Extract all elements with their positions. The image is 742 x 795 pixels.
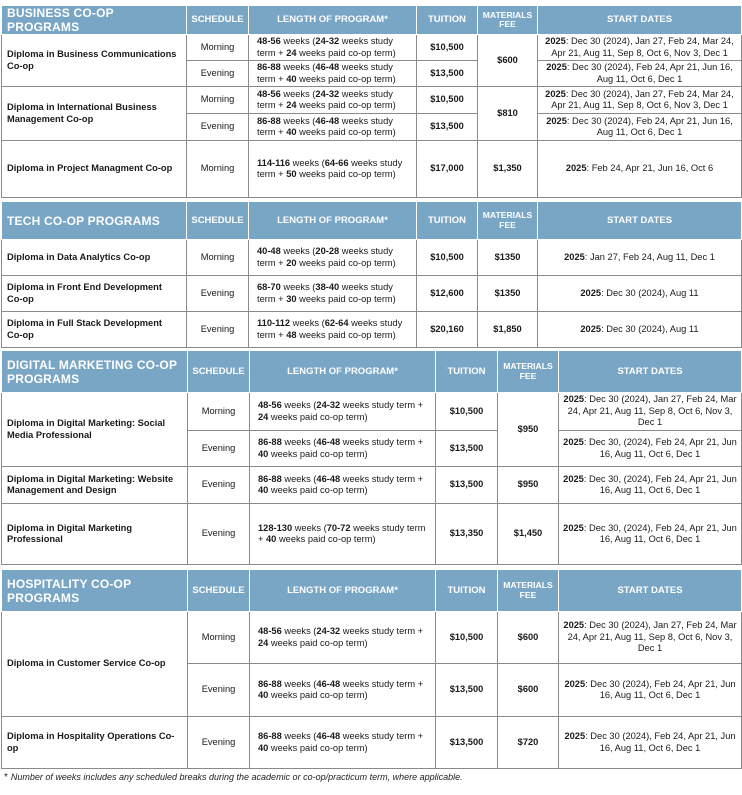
start-dates-cell: 2025: Dec 30 (2024), Feb 24, Apr 21, Jun 16, Aug 11, Oct 6, Dec 1 [559, 664, 742, 717]
table-row [2, 240, 742, 276]
start-dates-cell: 2025: Dec 30 (2024), Feb 24, Apr 21, Jun 16, Aug 11, Oct 6, Dec 1 [538, 114, 742, 141]
tuition-cell: $10,500 [417, 87, 478, 114]
schedule-cell: Evening [187, 61, 249, 87]
materials-fee-header: MATERIALS FEE [498, 351, 559, 393]
start-dates-cell: 2025: Jan 27, Feb 24, Aug 11, Dec 1 [538, 240, 742, 276]
schedule-cell: Morning [188, 612, 250, 664]
table-row [2, 467, 742, 504]
materials-fee-cell: $950 [498, 393, 559, 467]
program-name: Diploma in International Business Management Co-op [2, 87, 187, 141]
schedule-cell: Evening [188, 504, 250, 565]
business-programs-table [1, 5, 742, 198]
length-header: LENGTH OF PROGRAM* [250, 351, 436, 393]
program-name: Diploma in Business Communications Co-op [2, 35, 187, 87]
schedule-cell: Evening [188, 664, 250, 717]
materials-fee-cell: $1350 [478, 240, 538, 276]
schedule-cell: Evening [188, 431, 250, 467]
tuition-cell: $10,500 [436, 612, 498, 664]
tuition-cell: $10,500 [436, 393, 498, 431]
materials-fee-cell: $600 [498, 664, 559, 717]
program-name: Diploma in Project Managment Co-op [2, 141, 187, 198]
materials-fee-header: MATERIALS FEE [478, 202, 538, 240]
materials-fee-cell: $600 [478, 35, 538, 87]
tuition-cell: $20,160 [417, 312, 478, 348]
schedule-cell: Evening [187, 276, 249, 312]
tuition-cell: $13,500 [436, 467, 498, 504]
tuition-cell: $10,500 [417, 240, 478, 276]
tuition-cell: $13,500 [436, 717, 498, 769]
length-cell: 86-88 weeks (46-48 weeks study term + 40 weeks paid co-op term) [249, 114, 417, 141]
start-dates-cell: 2025: Dec 30, (2024), Feb 24, Apr 21, Jun 16, Aug 11, Oct 6, Dec 1 [559, 467, 742, 504]
length-cell: 86-88 weeks (46-48 weeks study term + 40 weeks paid co-op term) [250, 664, 436, 717]
start-dates-cell: 2025: Dec 30 (2024), Aug 11 [538, 276, 742, 312]
table-row [2, 717, 742, 769]
schedule-header: SCHEDULE [188, 351, 250, 393]
schedule-header: SCHEDULE [188, 570, 250, 612]
length-cell: 128-130 weeks (70-72 weeks study term + 40 weeks paid co-op term) [250, 504, 436, 565]
schedule-cell: Evening [188, 467, 250, 504]
materials-fee-cell: $720 [498, 717, 559, 769]
digital-marketing-programs-table [1, 350, 742, 565]
materials-fee-cell: $1,350 [478, 141, 538, 198]
program-name: Diploma in Full Stack Development Co-op [2, 312, 187, 348]
schedule-cell: Morning [187, 240, 249, 276]
program-name: Diploma in Customer Service Co-op [2, 612, 188, 717]
program-name: Diploma in Digital Marketing Professional [2, 504, 188, 565]
length-cell: 114-116 weeks (64-66 weeks study term + 50 weeks paid co-op term) [249, 141, 417, 198]
tuition-cell: $13,500 [417, 61, 478, 87]
tuition-cell: $12,600 [417, 276, 478, 312]
tuition-cell: $10,500 [417, 35, 478, 61]
tuition-header: TUITION [417, 202, 478, 240]
table-row [2, 35, 742, 61]
table-header-row [2, 6, 742, 35]
schedule-cell: Morning [187, 35, 249, 61]
program-name: Diploma in Digital Marketing: Social Media Professional [2, 393, 188, 467]
schedule-header: SCHEDULE [187, 202, 249, 240]
start-dates-cell: 2025: Feb 24, Apr 21, Jun 16, Oct 6 [538, 141, 742, 198]
table-row [2, 612, 742, 664]
start-dates-header: START DATES [559, 351, 742, 393]
schedule-cell: Evening [187, 312, 249, 348]
schedule-cell: Evening [188, 717, 250, 769]
program-name: Diploma in Digital Marketing: Website Management and Design [2, 467, 188, 504]
length-cell: 40-48 weeks (20-28 weeks study term + 20 weeks paid co-op term) [249, 240, 417, 276]
section-title: DIGITAL MARKETING CO-OP PROGRAMS [2, 351, 188, 393]
footnote-text: Number of weeks includes any scheduled breaks during the academic or co-op/practicum term, where applicable. [10, 772, 463, 782]
table-header-row [2, 351, 742, 393]
table-row [2, 141, 742, 198]
length-cell: 68-70 weeks (38-40 weeks study term + 30 weeks paid co-op term) [249, 276, 417, 312]
program-name: Diploma in Front End Development Co-op [2, 276, 187, 312]
section-title: HOSPITALITY CO-OP PROGRAMS [2, 570, 188, 612]
section-title: BUSINESS CO-OP PROGRAMS [2, 6, 187, 35]
tuition-cell: $13,500 [417, 114, 478, 141]
start-dates-cell: 2025: Dec 30, (2024), Feb 24, Apr 21, Jun 16, Aug 11, Oct 6, Dec 1 [559, 431, 742, 467]
tuition-header: TUITION [436, 351, 498, 393]
start-dates-cell: 2025: Dec 30 (2024), Feb 24, Apr 21, Jun 16, Aug 11, Oct 6, Dec 1 [559, 717, 742, 769]
start-dates-cell: 2025: Dec 30 (2024), Jan 27, Feb 24, Mar 24, Apr 21, Aug 11, Sep 8, Oct 6, Nov 3, Dec 1 [559, 612, 742, 664]
schedule-header: SCHEDULE [187, 6, 249, 35]
table-row [2, 276, 742, 312]
length-cell: 48-56 weeks (24-32 weeks study term + 24 weeks paid co-op term) [249, 87, 417, 114]
start-dates-cell: 2025: Dec 30 (2024), Jan 27, Feb 24, Mar 24, Apr 21, Aug 11, Sep 8, Oct 6, Nov 3, Dec 1 [538, 87, 742, 114]
tuition-cell: $13,500 [436, 664, 498, 717]
section-title: TECH CO-OP PROGRAMS [2, 202, 187, 240]
start-dates-cell: 2025: Dec 30 (2024), Feb 24, Apr 21, Jun 16, Aug 11, Oct 6, Dec 1 [538, 61, 742, 87]
schedule-cell: Evening [187, 114, 249, 141]
length-header: LENGTH OF PROGRAM* [249, 6, 417, 35]
length-cell: 86-88 weeks (46-48 weeks study term + 40 weeks paid co-op term) [250, 717, 436, 769]
program-name: Diploma in Data Analytics Co-op [2, 240, 187, 276]
start-dates-header: START DATES [559, 570, 742, 612]
tuition-header: TUITION [417, 6, 478, 35]
table-header-row [2, 202, 742, 240]
footnote [4, 772, 463, 783]
materials-fee-cell: $810 [478, 87, 538, 141]
length-cell: 86-88 weeks (46-48 weeks study term + 40 weeks paid co-op term) [250, 431, 436, 467]
table-row [2, 312, 742, 348]
start-dates-cell: 2025: Dec 30, (2024), Feb 24, Apr 21, Jun 16, Aug 11, Oct 6, Dec 1 [559, 504, 742, 565]
materials-fee-cell: $600 [498, 612, 559, 664]
footnote-asterisk: * [4, 772, 8, 783]
table-row [2, 504, 742, 565]
table-header-row [2, 570, 742, 612]
length-cell: 48-56 weeks (24-32 weeks study term + 24 weeks paid co-op term) [249, 35, 417, 61]
start-dates-cell: 2025: Dec 30 (2024), Jan 27, Feb 24, Mar 24, Apr 21, Aug 11, Sep 8, Oct 6, Nov 3, Dec 1 [538, 35, 742, 61]
length-cell: 48-56 weeks (24-32 weeks study term + 24 weeks paid co-op term) [250, 612, 436, 664]
materials-fee-cell: $1,450 [498, 504, 559, 565]
schedule-cell: Morning [187, 141, 249, 198]
length-header: LENGTH OF PROGRAM* [250, 570, 436, 612]
start-dates-cell: 2025: Dec 30 (2024), Jan 27, Feb 24, Mar 24, Apr 21, Aug 11, Sep 8, Oct 6, Nov 3, Dec 1 [559, 393, 742, 431]
materials-fee-cell: $1,850 [478, 312, 538, 348]
length-cell: 110-112 weeks (62-64 weeks study term + 48 weeks paid co-op term) [249, 312, 417, 348]
tech-programs-table [1, 201, 742, 348]
tuition-cell: $13,350 [436, 504, 498, 565]
schedule-cell: Morning [188, 393, 250, 431]
length-header: LENGTH OF PROGRAM* [249, 202, 417, 240]
length-cell: 86-88 weeks (46-48 weeks study term + 40 weeks paid co-op term) [249, 61, 417, 87]
start-dates-cell: 2025: Dec 30 (2024), Aug 11 [538, 312, 742, 348]
materials-fee-header: MATERIALS FEE [478, 6, 538, 35]
materials-fee-cell: $1350 [478, 276, 538, 312]
length-cell: 48-56 weeks (24-32 weeks study term + 24 weeks paid co-op term) [250, 393, 436, 431]
tuition-cell: $17,000 [417, 141, 478, 198]
table-row [2, 87, 742, 114]
length-cell: 86-88 weeks (46-48 weeks study term + 40 weeks paid co-op term) [250, 467, 436, 504]
hospitality-programs-table [1, 569, 742, 769]
materials-fee-header: MATERIALS FEE [498, 570, 559, 612]
table-row [2, 393, 742, 431]
start-dates-header: START DATES [538, 6, 742, 35]
start-dates-header: START DATES [538, 202, 742, 240]
tuition-header: TUITION [436, 570, 498, 612]
materials-fee-cell: $950 [498, 467, 559, 504]
tuition-cell: $13,500 [436, 431, 498, 467]
program-name: Diploma in Hospitality Operations Co-op [2, 717, 188, 769]
schedule-cell: Morning [187, 87, 249, 114]
